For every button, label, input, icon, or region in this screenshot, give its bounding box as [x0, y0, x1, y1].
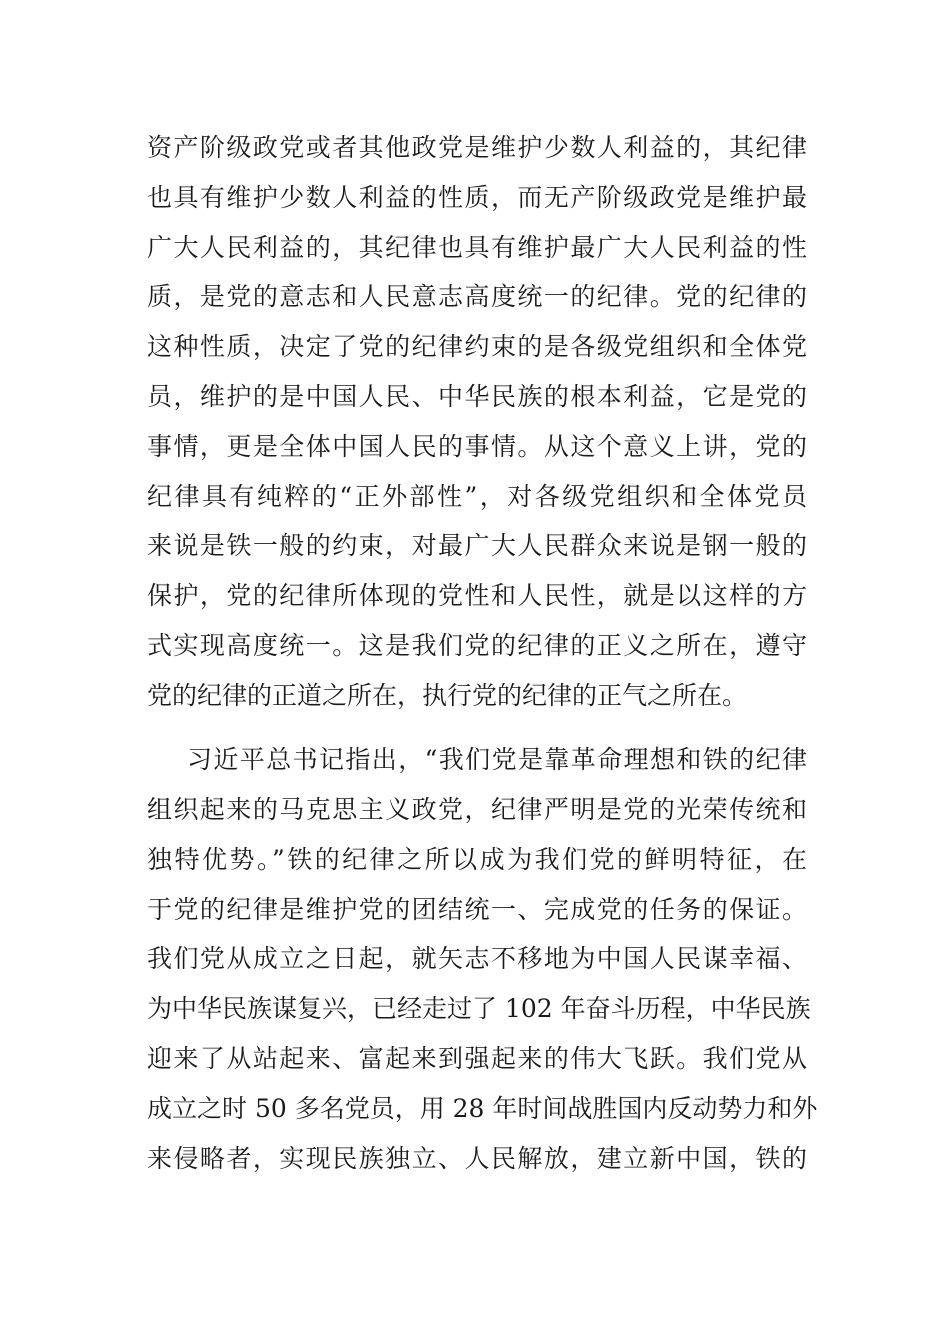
text-line: 资产阶级政党或者其他政党是维护少数人利益的，其纪律 [147, 133, 807, 162]
text-line: 来侵略者，实现民族独立、人民解放，建立新中国，铁的 [147, 1144, 807, 1173]
text-line: 于党的纪律是维护党的团结统一、完成党的任务的保证。 [147, 895, 807, 924]
text-line: 纪律具有纯粹的“正外部性”，对各级党组织和全体党员 [147, 482, 807, 511]
text-line: 保护，党的纪律所体现的党性和人民性，就是以这样的方 [147, 581, 807, 610]
text-line: 组织起来的马克思主义政党，纪律严明是党的光荣传统和 [147, 795, 807, 824]
text-line: 事情，更是全体中国人民的事情。从这个意义上讲，党的 [147, 432, 807, 461]
text-line: 党的纪律的正道之所在，执行党的纪律的正气之所在。 [147, 681, 748, 710]
text-line: 质，是党的意志和人民意志高度统一的纪律。党的纪律的 [147, 282, 807, 311]
text-line: 式实现高度统一。这是我们党的纪律的正义之所在，遵守 [147, 631, 807, 660]
text-line: 广大人民利益的，其纪律也具有维护最广大人民利益的性 [147, 233, 807, 262]
text-line: 这种性质，决定了党的纪律约束的是各级党组织和全体党 [147, 332, 807, 361]
text-line: 我们党从成立之日起，就矢志不移地为中国人民谋幸福、 [147, 944, 807, 973]
text-line: 也具有维护少数人利益的性质，而无产阶级政党是维护最 [147, 183, 807, 212]
text-line: 成立之时 50 多名党员，用 28 年时间战胜国内反动势力和外 [147, 1094, 818, 1123]
text-line: 迎来了从站起来、富起来到强起来的伟大飞跃。我们党从 [147, 1044, 807, 1073]
text-line: 为中华民族谋复兴，已经走过了 102 年奋斗历程，中华民族 [147, 994, 811, 1023]
text-line: 独特优势。”铁的纪律之所以成为我们党的鲜明特征，在 [147, 845, 807, 874]
text-line: 来说是铁一般的约束，对最广大人民群众来说是钢一般的 [147, 531, 807, 560]
text-line: 员，维护的是中国人民、中华民族的根本利益，它是党的 [147, 382, 807, 411]
text-line: 习近平总书记指出，“我们党是靠革命理想和铁的纪律 [187, 745, 807, 774]
